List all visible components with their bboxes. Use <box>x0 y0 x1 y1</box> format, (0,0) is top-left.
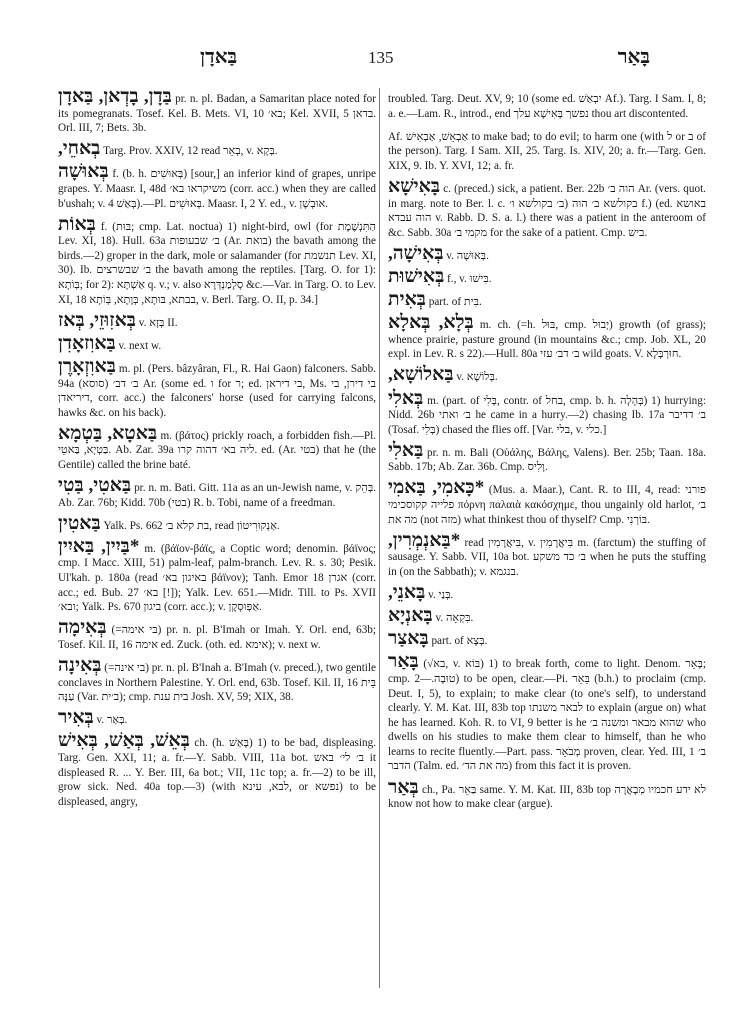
dictionary-entry <box>388 653 706 774</box>
entry-headword: בָּאצַר <box>388 628 429 650</box>
entry-definition: pr. n. m. Bali (Οὐάλης, Βάλης, Valens). Ber. 25b; Taan. 18a. Sabb. 17b; Ab. Zar. 36b. Cmp. וָלִיס. <box>388 446 706 474</box>
dictionary-entry <box>388 126 706 174</box>
dictionary-entry <box>388 314 706 362</box>
dictionary-entry <box>58 732 376 809</box>
entry-definition: (Mus. a. Maar.), Cant. R. to III, 4, read: פורני פלייה קקוסכימי πόρνη παλαιὰ κακόσχημε, thou ungainly old harlot, ב׳ מה את (not מזה) what thinkest thou of thyself? Cmp. בּוֹרְנִי. <box>388 484 706 526</box>
right-column <box>388 88 706 816</box>
header-right-headword: בָּאַר <box>617 46 650 68</box>
entry-headword: *בַּיִין, בַּאיִין <box>58 535 140 557</box>
entry-definition: m. ch. (=h. בּוּל, cmp. יְבוּל) growth (of grass); whence prairie, pasture ground (in mountains &c.; cmp. Job. XL, 20 expl. in Lev. R. s 22).—Hull. 80a ב׳ דב׳ עזי wild goats. V. חוּרְבָּלָא. <box>388 319 707 361</box>
dictionary-entry <box>388 630 706 649</box>
dictionary-entry <box>388 479 706 527</box>
dictionary-entry <box>58 422 377 473</box>
dictionary-entry <box>58 477 376 510</box>
entry-definition: m. (part. of בְּלִי, contr. of בחל, cmp. b. h. בְּהָלָה) 1) hurrying: Nidd. 26b ב׳ ואתי he came in a hurry.—2) chasing Ib. 17a ב׳ דדיבר (Tosaf. בְּלִי) chased the flies off. [Var. בלי, v. כלי.] <box>388 394 707 436</box>
entry-headword: בְּאוֹת <box>58 213 96 235</box>
entry-headword: בַּאטִי, בַּטִי <box>58 475 132 497</box>
entry-definition: v. next w. <box>115 339 162 352</box>
entry-headword: בְּאִית <box>388 289 426 311</box>
entry-headword: *כָּאמִי, בַּאמִי <box>388 477 485 499</box>
entry-headword: בָּאַר <box>388 651 419 673</box>
entry-headword: בְּאִישָׁה, <box>388 242 444 264</box>
page-number: 135 <box>368 48 394 67</box>
dictionary-entry <box>58 355 377 420</box>
entry-headword: בָּאִישָׁא <box>388 175 440 197</box>
entry-headword: בְאחֵי, <box>58 138 101 160</box>
entry-definition: v. בְּזָא II. <box>135 316 178 329</box>
entry-headword: בְּאִישׁוּת <box>388 265 445 287</box>
dictionary-entry <box>388 439 706 475</box>
column-divider <box>379 88 380 988</box>
entry-headword: בָּאנְיָא <box>388 605 433 627</box>
entry-definition: m. (βάτος) prickly roach, a forbidden fish.—Pl. בַּטְיָא, בַּאטֵי. Ab. Zar. 39a ליה בא׳ דהוה קרו. ed. (Ar. בטי) that he (the Gentile) called the brine baté. <box>58 429 377 471</box>
left-column <box>58 88 376 814</box>
dictionary-entry <box>388 291 706 310</box>
entry-headword: בַּאלוֹשָׁא, <box>388 364 454 386</box>
entry-definition: ch., Pa. בַּאֵר same. Y. M. Kat. III, 83b top לא ידע חכמיו מְבָאֲרָה know not how to make clear (argue). <box>388 783 707 811</box>
entry-definition: Af. אַבְאֵשׁ, אַבְאִישׁ to make bad; to do evil; to harm one (with ל or ב of the person). Targ. I Sam. XII, 25. Targ. Is. XIV, 20; a. fr.—Targ. Gen. XIX, 9. Ib. Y. XVI, 12; a. fr. <box>388 130 707 172</box>
dictionary-entry <box>388 607 706 626</box>
dictionary-entry <box>58 619 376 652</box>
entry-definition: f. (b. h. בְּאוּשִׁים) [sour,] an inferior kind of grapes, unripe grapes. Y. Maasr. I, 48d משיקראו בא׳ (corr. acc.) when they are called b'ushah; v. בְּאַשׁ 4).—Pl. בְּאוּשִׁים. Maasr. I, 2 Y. ed., v. אוּבְשָׁן. <box>58 168 377 210</box>
dictionary-entry <box>388 776 707 812</box>
entry-definition: v. בְּלוֹשָׁא. <box>453 371 498 384</box>
header-left-headword: בַּאדָן <box>200 46 238 68</box>
entry-definition: m. (βάϊον-βάϊς, a Coptic word; denomin. βάϊνος; cmp. I Macc. XIII, 51) palm-leaf, palm-branch. Lev. R. s. 30; Pesik. Ul'kah. p. 180a (read באיגון בא׳ βάϊνον); Tanh. Emor 18 אגרן (corr. acc.; ed. Bub. 27 בא׳ [!]); Yalk. Lev. 651.—Midr. Till. to Ps. XVII ובא׳; Yalk. Ps. 670 ביגון (corr. acc.); v. אַפְּוּסְקֶן. <box>58 542 376 614</box>
dictionary-entry <box>388 529 706 580</box>
dictionary-entry <box>58 657 376 705</box>
entry-headword: בַּאטִין <box>58 512 101 534</box>
entry-headword: בְּאַר <box>388 776 419 798</box>
entry-definition: Targ. Prov. XXIV, 12 read בְאֵר, v. בְּקָא. <box>100 145 278 158</box>
dictionary-entry <box>58 163 376 211</box>
entry-headword: בְּאִינָה <box>58 655 102 676</box>
dictionary-entry <box>58 140 376 159</box>
entry-headword: *בַּאנְמְרִין, <box>388 529 461 551</box>
dictionary-entry <box>388 175 706 240</box>
dictionary-entry <box>388 265 706 287</box>
entry-headword: בְּאוּשָׁה <box>58 161 109 183</box>
entry-definition: (=בי אימה) pr. n. pl. B'Imah or Imah. Y. Orl. end, 63b; Tosef. Kil. II, 16 אימה ed. Zuck. (oth. ed. אימא); v. next w. <box>58 624 376 651</box>
dictionary-entry <box>388 387 707 438</box>
entry-definition: Yalk. Ps. 662 בת קלא ב׳, read אַנְקוּרִיטוֹן. <box>100 519 280 532</box>
entry-headword: בַּדָן, בָדְאן, בַּאדָן <box>58 86 172 107</box>
entry-definition: f. (בּוּת; cmp. Lat. noctua) 1) night-bird, owl (for הַתִּנְשֶׁמֶת Lev. XI, 18). Hull. 63a ב׳ שבעופות (Ar. בואת) the bavath among the birds.—2) groper in the dark, mole or salamander (for תנשמת Lev. XI, 30). Ib. ב׳ שבשרצים the bavath among the reptiles. [Targ. O. for 1): בְּוֹתָא; for 2): אַשְׁתָּא q. v.; v. also סְלָמַנְדְּרָא &c.—Var. in Targ. O. to Lev. XI, 18 בבתא, בּוּתָא, בְּוָתָא, בְּוֹתָא, v. Berl. Targ. O. II, p. 34.] <box>58 220 376 306</box>
entry-definition: m. pl. (Pers. bâzyâran, Fl., R. Hai Gaon) falconers. Sabb. 94a ב׳ דב׳ (סוסא) Ar. (some ed. ו for ר; ed. בי דיראן, Ms. בי דירן, בי דיריאדן, corr. acc.) the falconers' horse (used for carrying falcons, hawks &c. on his back). <box>58 362 377 419</box>
dictionary-entry <box>58 535 376 615</box>
entry-definition: c. (preced.) sick, a patient. Ber. 22b הוה ב׳ Ar. (vers. quot. in marg. note to Ber. l. c. ב׳ בקולשא ו׳) בקולשא ב׳ הוה f.) (ed. באושא הוה עבדא v. Rabb. D. S. a. l.) there was a patient in the anteroom of &c. Sabb. 30a מקמי ב׳ for the sake of a patient. Cmp. ביש. <box>388 182 706 239</box>
entry-headword: בְּאִיר <box>58 707 94 729</box>
entry-definition: f., v. בִּישׁוּ. <box>444 272 492 285</box>
entry-headword: בַּאטָא, בַּטְמָא <box>58 422 158 444</box>
dictionary-entry <box>58 88 376 136</box>
dictionary-entry <box>58 709 376 728</box>
entry-headword: בָּאנֵי, <box>388 582 426 604</box>
entry-headword: בַּאלִי <box>388 439 424 461</box>
dictionary-entry <box>58 512 376 534</box>
entry-definition: pr. n. m. Bati. Gitt. 11a as an un-Jewish name, v. בְּהֵק. Ab. Zar. 76b; Kidd. 70b (בטי) R. b. Tobi, name of a freedman. <box>58 482 377 509</box>
dictionary-entry <box>58 213 376 308</box>
entry-definition: v. בִּקְאָה. <box>432 612 474 625</box>
dictionary-entry <box>58 309 376 331</box>
entry-definition: (=בי אינה) pr. n. pl. B'Inah a. B'Imah (v. preced.), two gentile conclaves in Northern Palestine. Y. Orl. end, 63b. Tosef. Kil. II, 16 בֵּית עַנָּה (Var. ב׳ית); cmp. בית ענת Josh. XV, 59; XIX, 38. <box>58 662 376 704</box>
entry-headword: בְּאלִי <box>388 387 424 409</box>
entry-headword: בַּאוִזְאָרֶן <box>58 355 116 377</box>
entry-definition: ch. (h. בָּאַשׁ) 1) to be bad, displeasing. Targ. Gen. XXI, 11; a. fr.—Y. Sabb. VIII, 11a bot. ב׳ לי׳ באש it displeased R. ... Y. Ber. III, 6a bot.; VII, 11c top; a. fr.—2) to be ill, grow sick. Ned. 40a top.—3) (with לבא, עינא, or נפשא) to be displeased, angry, <box>58 737 377 808</box>
entry-headword: בְּאֵשׁ, בְּאַשׁ, בְּאִישׁ <box>58 730 190 752</box>
entry-definition: v. בְּנַי. <box>425 589 454 602</box>
dictionary-entry <box>388 366 706 385</box>
entry-definition: pr. n. pl. Badan, a Samaritan place noted for its pomegranats. Tosef. Kel. B. Mets. VI, 10 בא׳; Kel. XVII, 5 בדאן. Orl. III, 7; Bets. 3b. <box>58 93 377 135</box>
entry-definition: read בִּיאֲרָמִין, v. בִּיאֲרָמִין m. (farctum) the stuffing of sausage. Y. Sabb. VII, 10a bot. ב׳ כד משקע when he puts the stuffing in (on the Sabbath); v. בנגמא. <box>388 536 706 578</box>
entry-headword: בְּאזִוּזֵי, בְּאז <box>58 309 136 331</box>
page-header <box>120 46 660 70</box>
dictionary-entry <box>58 332 376 354</box>
entry-definition: part. of בְּצָא. <box>428 635 488 648</box>
dictionary-entry <box>388 88 706 121</box>
dictionary-entry <box>388 242 706 264</box>
entry-headword: בְּאִימָה <box>58 617 107 639</box>
entry-definition: part. of בִּית. <box>425 296 482 309</box>
entry-headword: בְּלָא, בְּאלָא <box>388 312 474 334</box>
entry-headword: בַּאוִזאָדִן <box>58 332 116 354</box>
dictionary-entry <box>388 584 706 603</box>
entry-definition: v. בְּאַר. <box>93 714 128 727</box>
entry-definition: v. בְּאוּשָׁה. <box>443 249 489 262</box>
entry-definition: troubled. Targ. Deut. XV, 9; 10 (some ed. יִבְאַשׁ Af.). Targ. I Sam. I, 8; a. e.—Lam. R., introd., end נפשך בְּאִישָׁא עלך thou art discontented. <box>388 93 706 120</box>
entry-definition: (√בא, v. בּוֹא) 1) to break forth, come to light. Denom. בָּאֵר; cmp. טוּבָה.—2) to be open, clear.—Pi. בֵּאֵר (b.h.) to proclaim (cmp. Deut. I, 5), to explain; to make clear (to one's self), to understand clearly. Y. M. Kat. III, 83b top לבאר משנתו to explain (argue on) what he has learned. Koh. R. to VI, 9 better is he שהוא מבאר ומשנה ב׳ who dwells on his studies to make them clear to himself, than he who learns to recite fluently.—Part. pass. מְבֹאָר proven, clear. Yed. III, 1 ב׳ הדבר (Talm. ed. מה את הד׳) from this fact it is proven. <box>388 658 706 773</box>
